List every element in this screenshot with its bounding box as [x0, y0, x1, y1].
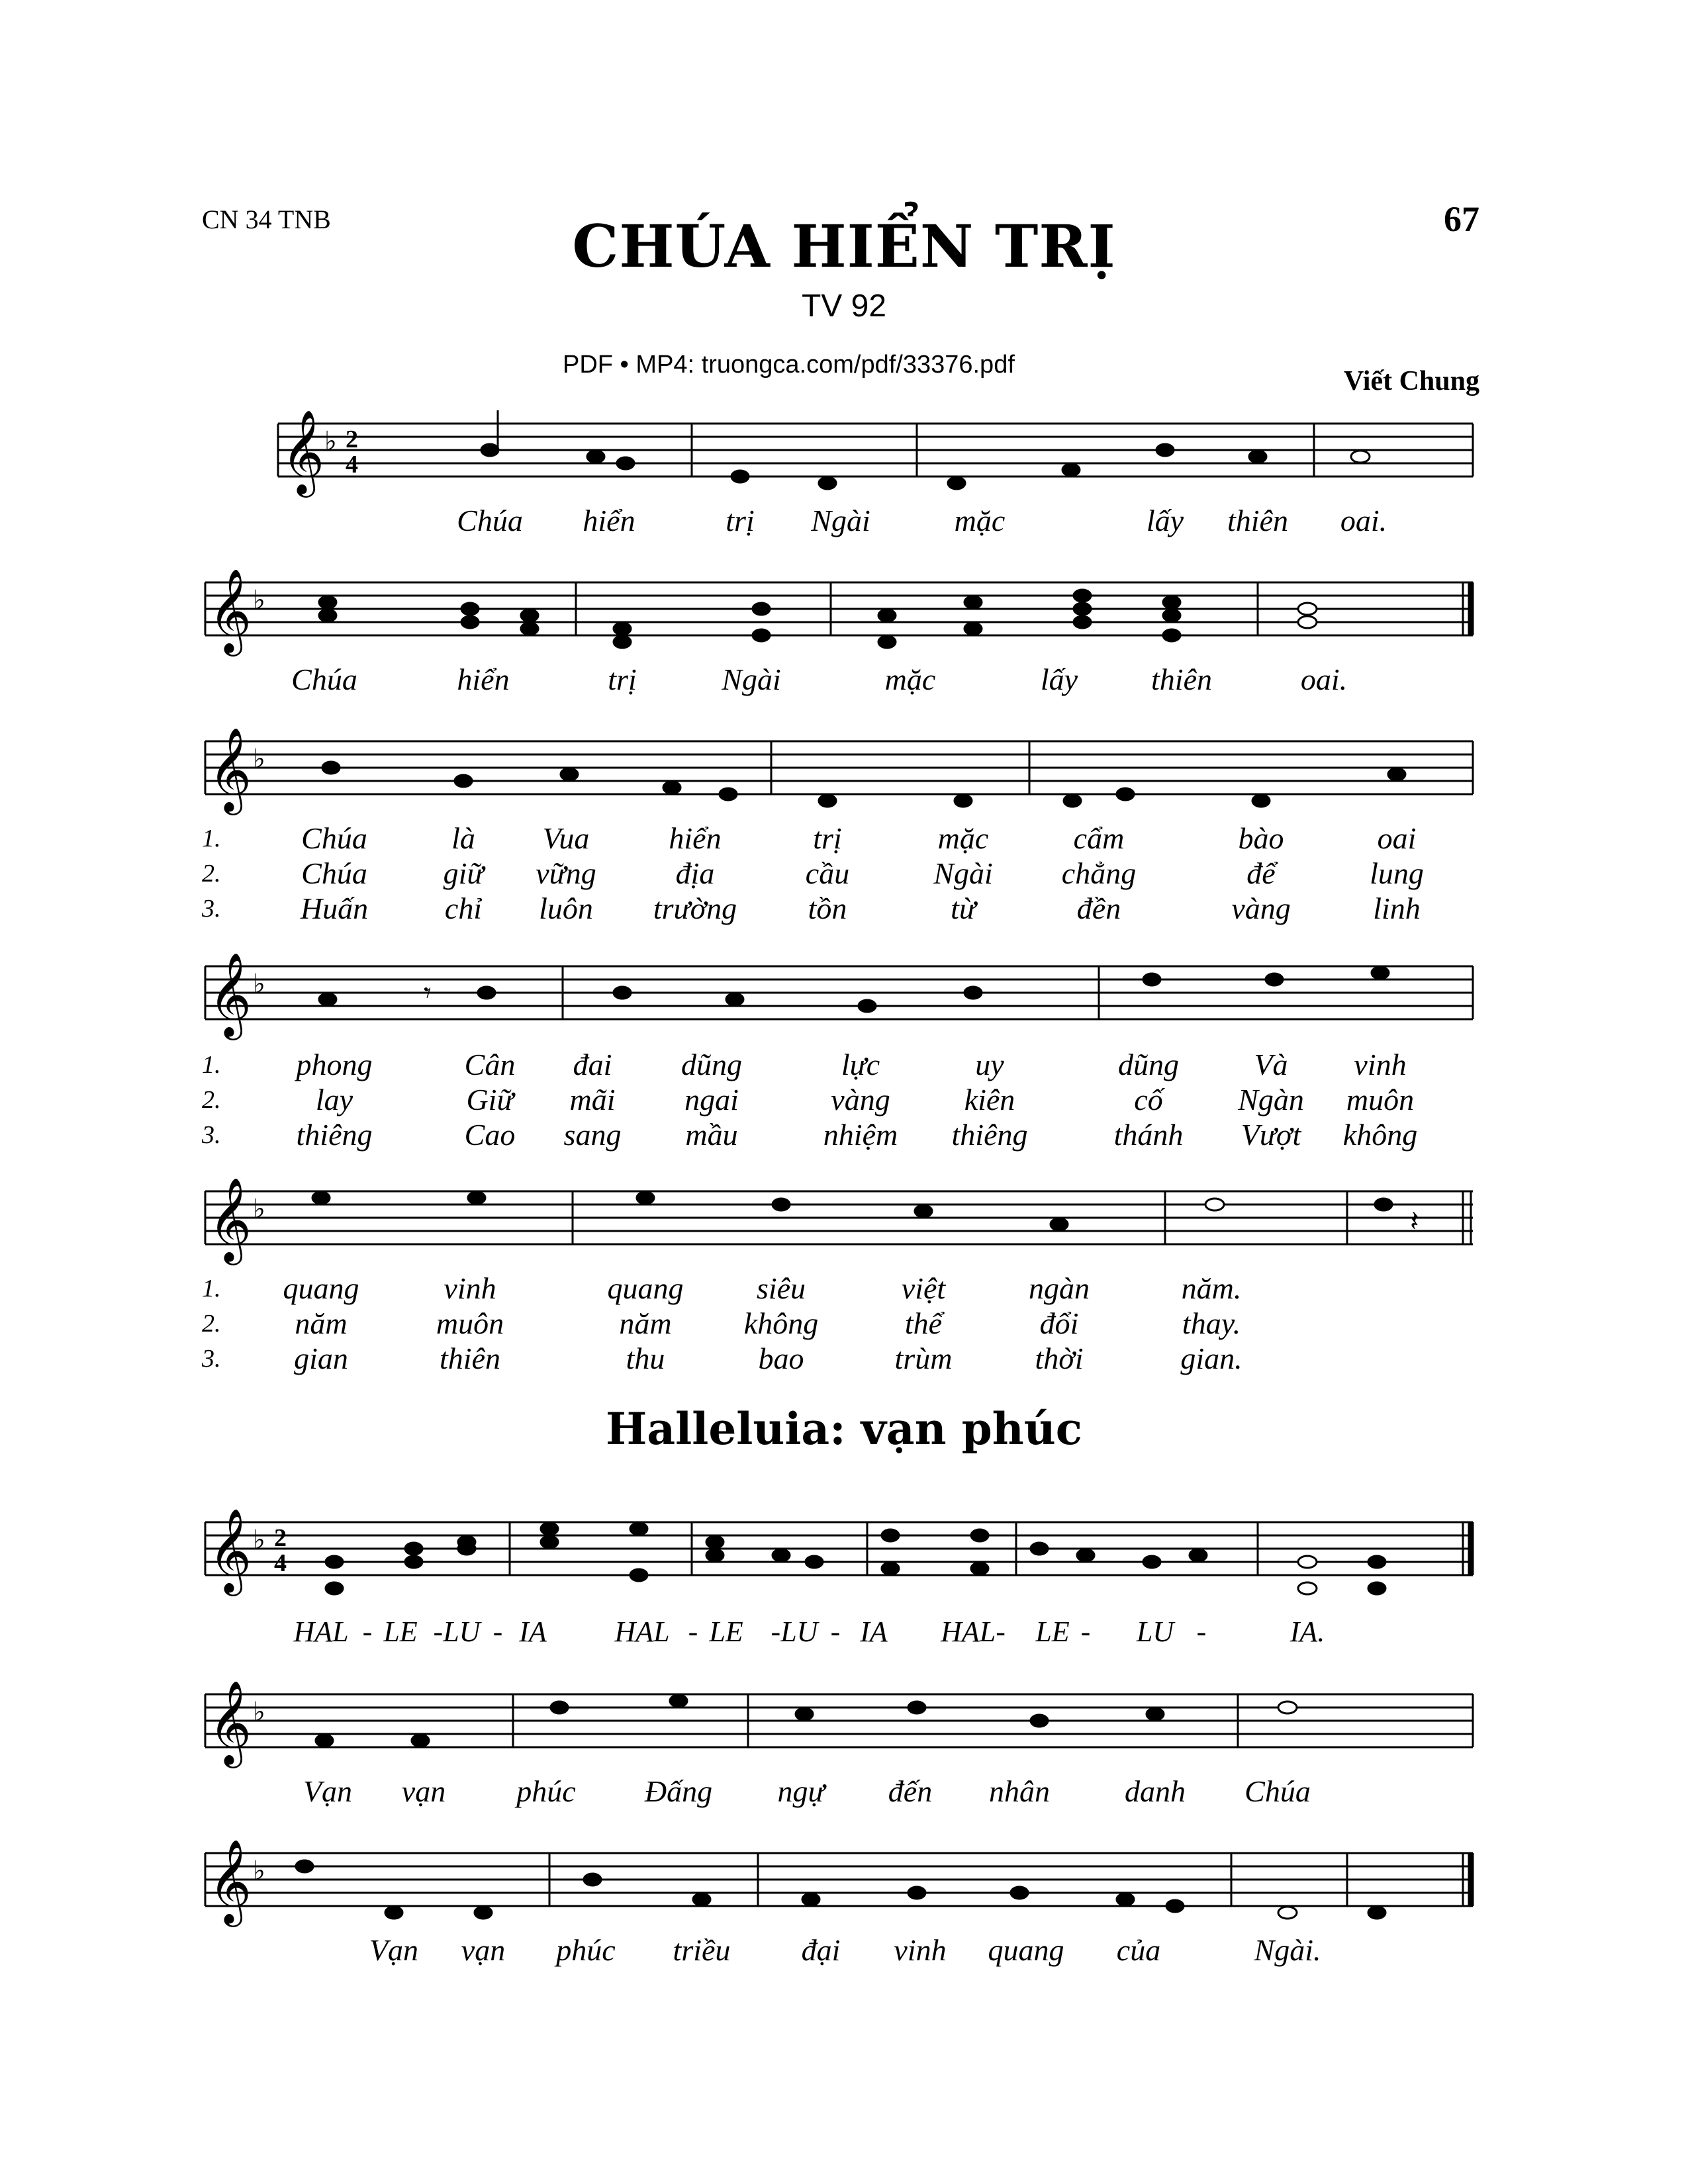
lyric-syllable: lực: [841, 1048, 880, 1081]
lyric-syllable: HAL-: [941, 1615, 1006, 1648]
lyric-syllable: uy: [975, 1048, 1004, 1081]
lyric-syllable: cầu: [805, 856, 850, 890]
svg-text:♭: ♭: [253, 1525, 265, 1555]
lyric-syllable: -: [492, 1615, 503, 1648]
lyric-syllable: gian.: [1180, 1342, 1243, 1375]
verse-number: 3.: [202, 895, 221, 923]
lyric-syllable: nhiệm: [823, 1118, 898, 1152]
lyric-syllable: để: [1246, 856, 1276, 890]
svg-text:♭: ♭: [253, 744, 265, 774]
song-subtitle: TV 92: [801, 289, 887, 324]
page-number: 67: [1444, 199, 1479, 239]
collection-label: CN 34 TNB: [202, 205, 331, 234]
lyric-syllable: thiên: [1227, 504, 1288, 537]
lyric-syllable: đại: [801, 1933, 841, 1967]
lyric-syllable: linh: [1373, 891, 1421, 925]
lyric-syllable: giữ: [443, 856, 484, 890]
svg-text:𝄞: 𝄞: [209, 1508, 252, 1592]
lyric-syllable: vinh: [894, 1933, 947, 1967]
lyric-syllable: muôn: [436, 1306, 504, 1340]
lyric-syllable: oai.: [1300, 662, 1348, 696]
lyric-syllable: lấy: [1040, 662, 1078, 696]
lyric-syllable: thể: [904, 1306, 943, 1340]
lyric-syllable: vạn: [401, 1774, 446, 1808]
lyric-syllable: không: [743, 1306, 819, 1340]
lyric-syllable: chỉ: [444, 891, 483, 925]
lyric-syllable: thiêng: [951, 1118, 1028, 1152]
lyric-syllable: của: [1116, 1933, 1161, 1967]
lyric-syllable: đến: [888, 1774, 933, 1808]
lyric-syllable: oai.: [1340, 504, 1387, 537]
lyric-syllable: lung: [1370, 856, 1424, 890]
svg-text:♭: ♭: [253, 1194, 265, 1224]
lyric-syllable: Chúa: [301, 856, 367, 890]
lyric-syllable: lay: [315, 1083, 353, 1116]
source-link[interactable]: PDF • MP4: truongca.com/pdf/33376.pdf: [563, 351, 1015, 379]
verse-number: 3.: [202, 1345, 221, 1373]
lyric-syllable: -: [688, 1615, 698, 1648]
lyric-syllable: ngai: [684, 1083, 739, 1116]
verse-number: 2.: [202, 1310, 221, 1338]
lyric-syllable: LE: [709, 1615, 743, 1648]
lyric-syllable: thời: [1035, 1342, 1084, 1375]
lyric-syllable: quang: [607, 1271, 684, 1305]
lyric-syllable: vững: [536, 856, 596, 890]
lyric-syllable: năm: [295, 1306, 348, 1340]
svg-text:𝄞: 𝄞: [209, 952, 252, 1036]
svg-text:𝄞: 𝄞: [209, 727, 252, 811]
lyric-syllable: Vạn: [369, 1933, 419, 1967]
lyric-syllable: Cân: [464, 1048, 516, 1081]
lyric-syllable: vàng: [831, 1083, 890, 1116]
lyric-syllable: thiên: [440, 1342, 500, 1375]
lyric-syllable: ngự: [777, 1774, 825, 1808]
lyric-syllable: là: [451, 821, 475, 855]
staff-alleluia-verse-1: [0, 1655, 1688, 1787]
svg-text:𝄞: 𝄞: [281, 409, 325, 494]
svg-text:♭: ♭: [253, 969, 265, 999]
lyric-syllable: Cao: [464, 1118, 516, 1152]
lyric-syllable: đền: [1076, 891, 1121, 925]
lyric-syllable: đổi: [1039, 1306, 1079, 1340]
lyric-syllable: -LU: [771, 1615, 818, 1648]
svg-text:𝄞: 𝄞: [209, 1680, 252, 1764]
lyric-syllable: thánh: [1113, 1118, 1184, 1152]
lyric-syllable: không: [1342, 1118, 1418, 1152]
lyric-syllable: Giữ: [466, 1083, 514, 1116]
lyric-syllable: lấy: [1146, 504, 1184, 537]
lyric-syllable: Ngài.: [1254, 1933, 1321, 1967]
verse-number: 1.: [202, 825, 221, 852]
svg-text:𝄾: 𝄾: [424, 976, 432, 1010]
lyric-syllable: dũng: [681, 1048, 742, 1081]
svg-text:♭: ♭: [253, 1856, 265, 1886]
lyric-syllable: vạn: [461, 1933, 506, 1967]
verse-number: 2.: [202, 1086, 221, 1114]
lyric-syllable: Vạn: [303, 1774, 353, 1808]
lyric-syllable: vàng: [1231, 891, 1291, 925]
verse-number: 3.: [202, 1121, 221, 1149]
verse-number: 2.: [202, 860, 221, 887]
svg-text:𝄞: 𝄞: [209, 1839, 252, 1923]
lyric-syllable: LU: [1136, 1615, 1174, 1648]
lyric-syllable: từ: [951, 891, 976, 925]
lyric-syllable: oai: [1377, 821, 1417, 855]
lyric-syllable: thiêng: [296, 1118, 373, 1152]
lyric-syllable: phong: [296, 1048, 373, 1081]
lyric-syllable: thay.: [1182, 1306, 1241, 1340]
lyric-syllable: -LU: [433, 1615, 481, 1648]
lyric-syllable: Huấn: [300, 891, 369, 925]
staff-alleluia-verse-2: [0, 1813, 1688, 1946]
lyric-syllable: -: [1080, 1615, 1091, 1648]
lyric-syllable: HAL: [614, 1615, 670, 1648]
lyric-syllable: trị: [608, 662, 637, 696]
staff-refrain-melody: [0, 384, 1688, 516]
lyric-syllable: thiên: [1151, 662, 1212, 696]
lyric-syllable: quang: [283, 1271, 359, 1305]
lyric-syllable: hiển: [583, 504, 635, 537]
lyric-syllable: IA: [519, 1615, 547, 1648]
lyric-syllable: luôn: [539, 891, 593, 925]
lyric-syllable: cố: [1134, 1083, 1163, 1116]
lyric-syllable: Đấng: [644, 1774, 713, 1808]
svg-text:♭: ♭: [324, 426, 337, 457]
lyric-syllable: LE: [383, 1615, 418, 1648]
lyric-syllable: quang: [988, 1933, 1064, 1967]
svg-text:𝄞: 𝄞: [209, 568, 252, 653]
svg-text:2: 2: [274, 1524, 287, 1552]
lyric-syllable: muôn: [1346, 1083, 1415, 1116]
lyric-syllable: Ngài: [811, 504, 870, 537]
lyric-syllable: bào: [1238, 821, 1284, 855]
lyric-syllable: năm: [619, 1306, 672, 1340]
lyric-syllable: IA: [860, 1615, 888, 1648]
verse-number: 1.: [202, 1051, 221, 1079]
lyric-syllable: trị: [726, 504, 755, 537]
lyric-syllable: bao: [758, 1342, 804, 1375]
lyric-syllable: phúc: [516, 1774, 576, 1808]
lyric-syllable: Vượt: [1241, 1118, 1301, 1152]
staff-verse-system-1: [0, 702, 1688, 834]
lyric-syllable: trị: [813, 821, 842, 855]
lyric-syllable: địa: [675, 856, 715, 890]
staff-verse-system-3: [0, 1152, 1688, 1284]
lyric-syllable: Ngài: [933, 856, 993, 890]
lyric-syllable: -: [830, 1615, 841, 1648]
lyric-syllable: ngàn: [1029, 1271, 1090, 1305]
svg-text:𝄞: 𝄞: [209, 1177, 252, 1261]
lyric-syllable: vinh: [1354, 1048, 1407, 1081]
lyric-syllable: mặc: [884, 662, 936, 696]
lyric-syllable: Và: [1254, 1048, 1288, 1081]
staff-refrain-harmony: [0, 543, 1688, 675]
lyric-syllable: thu: [626, 1342, 665, 1375]
lyric-syllable: vinh: [444, 1271, 496, 1305]
lyric-syllable: hiển: [669, 821, 722, 855]
lyric-syllable: LE: [1035, 1615, 1070, 1648]
lyric-syllable: mặc: [954, 504, 1006, 537]
svg-text:♭: ♭: [253, 585, 265, 615]
lyric-syllable: trường: [653, 891, 737, 925]
svg-text:4: 4: [274, 1549, 287, 1577]
lyric-syllable: Chúa: [1244, 1774, 1311, 1808]
lyric-syllable: việt: [901, 1271, 946, 1305]
staff-alleluia-acclamation: [0, 1476, 1688, 1621]
lyric-syllable: nhân: [989, 1774, 1050, 1808]
svg-text:♭: ♭: [253, 1697, 265, 1727]
lyric-syllable: Chúa: [291, 662, 357, 696]
lyric-syllable: cẩm: [1073, 821, 1125, 855]
lyric-syllable: Chúa: [457, 504, 523, 537]
lyric-syllable: HAL: [293, 1615, 349, 1648]
lyric-syllable: Chúa: [301, 821, 367, 855]
lyric-syllable: mãi: [569, 1083, 616, 1116]
lyric-syllable: chẳng: [1061, 856, 1137, 890]
verse-number: 1.: [202, 1275, 221, 1302]
lyric-syllable: năm.: [1181, 1271, 1242, 1305]
lyric-syllable: danh: [1125, 1774, 1186, 1808]
lyric-syllable: triều: [673, 1933, 731, 1967]
lyric-syllable: tồn: [808, 891, 847, 925]
staff-verse-system-2: [0, 927, 1688, 1059]
svg-text:4: 4: [346, 451, 358, 478]
alleluia-heading: Halleluia: vạn phúc: [606, 1403, 1082, 1455]
lyric-syllable: IA.: [1289, 1615, 1325, 1648]
lyric-syllable: -: [362, 1615, 373, 1648]
lyric-syllable: kiên: [964, 1083, 1015, 1116]
svg-text:𝄽: 𝄽: [1410, 1205, 1419, 1238]
song-title: CHÚA HIỂN TRỊ: [572, 212, 1116, 281]
composer-name: Viết Chung: [1344, 366, 1479, 396]
lyric-syllable: trùm: [894, 1342, 953, 1375]
lyric-syllable: Vua: [542, 821, 590, 855]
lyric-syllable: sang: [563, 1118, 622, 1152]
lyric-syllable: Ngài: [722, 662, 781, 696]
lyric-syllable: Ngàn: [1238, 1083, 1304, 1116]
lyric-syllable: mặc: [937, 821, 989, 855]
lyric-syllable: -: [1196, 1615, 1207, 1648]
lyric-syllable: đai: [573, 1048, 612, 1081]
svg-text:2: 2: [346, 426, 358, 453]
lyric-syllable: mầu: [685, 1118, 738, 1152]
lyric-syllable: hiển: [457, 662, 510, 696]
lyric-syllable: siêu: [756, 1271, 806, 1305]
lyric-syllable: dũng: [1118, 1048, 1179, 1081]
lyric-syllable: gian: [294, 1342, 348, 1375]
lyric-syllable: phúc: [556, 1933, 616, 1967]
